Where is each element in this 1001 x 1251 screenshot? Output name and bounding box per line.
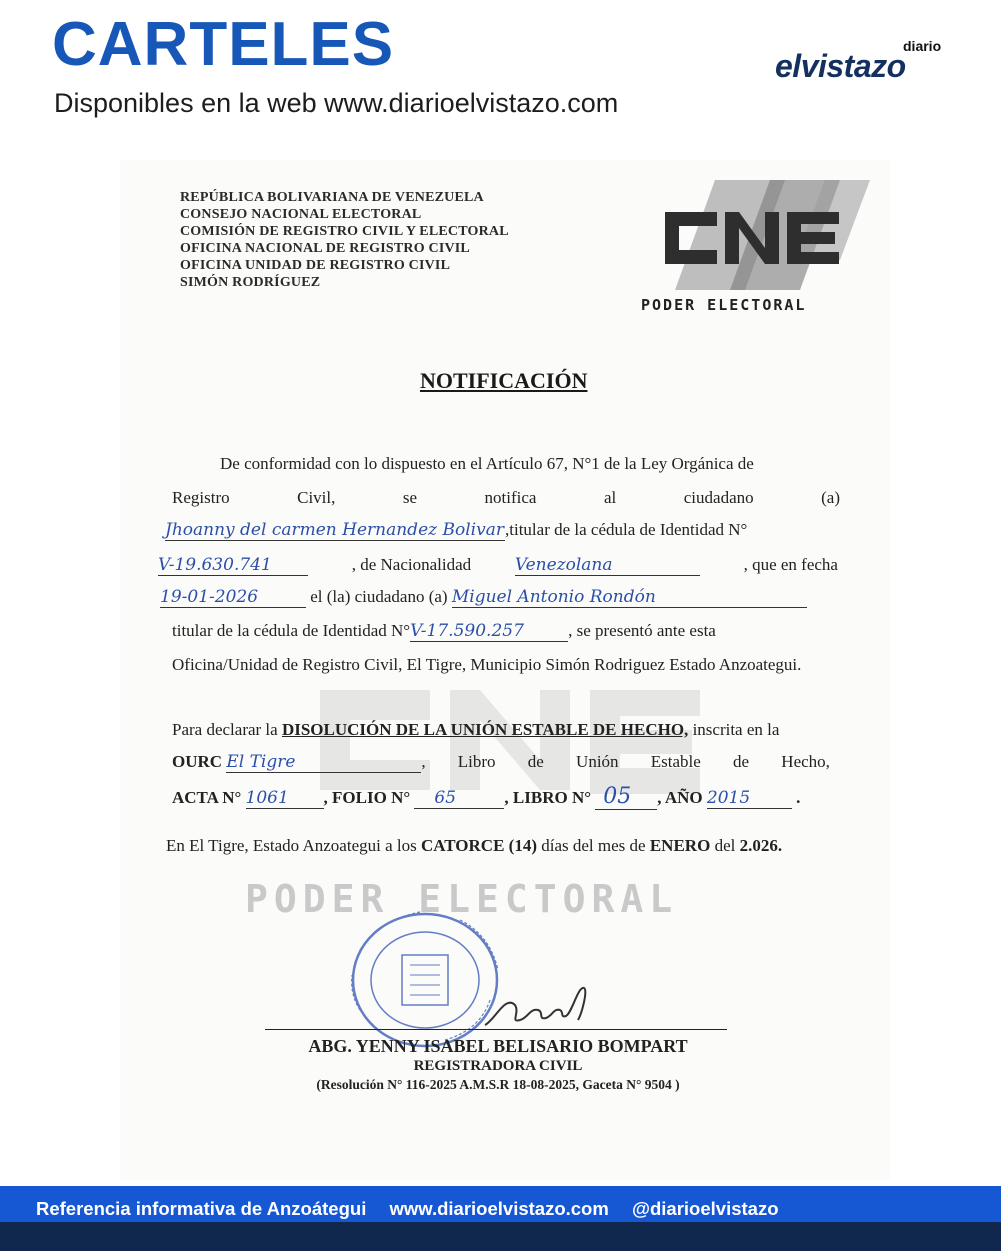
word: de	[733, 752, 750, 771]
body-text: del	[714, 836, 736, 855]
body-text: ,titular de la cédula de Identidad N°	[505, 520, 748, 539]
closing-day: CATORCE (14)	[420, 836, 537, 855]
word: Libro	[457, 752, 496, 771]
banner-title: CARTELES	[52, 10, 395, 79]
libro-value: 05	[603, 784, 632, 809]
declaration-line	[172, 720, 779, 740]
document-title: NOTIFICACIÓN	[420, 368, 588, 393]
signer-resolution: (Resolución N° 116-2025 A.M.S.R 18-08-2025, Gaceta N° 9504 )	[316, 1077, 680, 1092]
footer-social-handle[interactable]: @diarioelvistazo	[631, 1198, 779, 1219]
word: ,	[421, 752, 426, 771]
body-line-6	[172, 621, 716, 642]
body-text: días del mes de	[541, 836, 646, 855]
footer-text	[36, 1198, 797, 1220]
body-text: , que en fecha	[743, 555, 838, 574]
brand-logo-small: diario	[903, 38, 942, 54]
end-mark: .	[796, 788, 801, 807]
citizen-name: Jhoanny del carmen Hernandez Bolivar	[165, 520, 504, 540]
word: Registro	[172, 488, 230, 507]
body-line-3	[165, 520, 747, 541]
body-line-2	[172, 488, 840, 508]
acta-label: ACTA N°	[172, 788, 242, 807]
body-text: , se presentó ante esta	[568, 621, 716, 640]
brand-logo: elvistazo	[775, 48, 906, 84]
signer-name: ABG. YENNY ISABEL BELISARIO BOMPART	[308, 1036, 688, 1056]
other-id: V-17.590.257	[410, 621, 524, 641]
doc-header-line: OFICINA NACIONAL DE REGISTRO CIVIL	[180, 241, 470, 256]
footer-strip	[0, 1222, 1001, 1251]
word: ciudadano	[683, 488, 754, 507]
body-text: , de Nacionalidad	[351, 555, 472, 574]
doc-header-line: REPÚBLICA BOLIVARIANA DE VENEZUELA	[180, 190, 484, 205]
body-text: inscrita en la	[692, 720, 780, 739]
word: al	[603, 488, 617, 507]
declaration-type: DISOLUCIÓN DE LA UNIÓN ESTABLE DE HECHO,	[281, 720, 689, 739]
closing-year: 2.026.	[739, 836, 783, 855]
word: se	[402, 488, 418, 507]
anio-value: 2015	[706, 788, 751, 808]
word: Civil,	[297, 488, 336, 507]
closing-line	[166, 836, 782, 856]
footer-tagline: Referencia informativa de Anzoátegui	[36, 1198, 367, 1219]
watermark-text: PODER ELECTORAL	[245, 877, 679, 921]
word: Hecho,	[781, 752, 830, 771]
doc-header-line: CONSEJO NACIONAL ELECTORAL	[180, 207, 422, 222]
body-line-4	[158, 555, 838, 576]
word: notifica	[484, 488, 537, 507]
anio-label: , AÑO	[657, 788, 703, 807]
acta-value: 1061	[245, 788, 289, 808]
word: Estable	[650, 752, 701, 771]
signature-line	[265, 1029, 727, 1030]
word: de	[527, 752, 544, 771]
ourc-label: OURC	[172, 752, 223, 771]
body-line-7: Oficina/Unidad de Registro Civil, El Tigre, Municipio Simón Rodriguez Estado Anzoategui.	[172, 655, 802, 674]
footer-website-link[interactable]: www.diarioelvistazo.com	[389, 1198, 609, 1219]
cne-logo-caption: PODER ELECTORAL	[641, 296, 807, 314]
folio-value: 65	[434, 788, 457, 808]
body-text: En El Tigre, Estado Anzoategui a los	[166, 836, 417, 855]
doc-header-line: OFICINA UNIDAD DE REGISTRO CIVIL	[180, 258, 451, 273]
acta-line	[172, 784, 800, 810]
body-text: titular de la cédula de Identidad N°	[172, 621, 411, 640]
nationality: Venezolana	[514, 555, 613, 575]
folio-label: , FOLIO N°	[323, 788, 411, 807]
banner-subtitle: Disponibles en la web www.diarioelvistazo.com	[54, 88, 619, 118]
libro-label: , LIBRO N°	[504, 788, 592, 807]
body-text: Para declarar la	[172, 720, 278, 739]
signature-icon	[480, 985, 600, 1035]
ourc-value: El Tigre	[226, 752, 296, 772]
body-text: el (la) ciudadano (a)	[310, 587, 448, 606]
body-line-5	[160, 587, 807, 608]
signer-role: REGISTRADORA CIVIL	[413, 1058, 583, 1074]
other-name: Miguel Antonio Rondón	[451, 587, 656, 607]
citizen-id: V-19.630.741	[158, 555, 272, 575]
doc-header-line: COMISIÓN DE REGISTRO CIVIL Y ELECTORAL	[180, 224, 509, 239]
closing-month: ENERO	[649, 836, 711, 855]
date: 19-01-2026	[160, 587, 259, 607]
word: (a)	[821, 488, 840, 507]
ourc-line	[172, 752, 830, 773]
body-line-1: De conformidad con lo dispuesto en el Artículo 67, N°1 de la Ley Orgánica de	[220, 454, 754, 473]
doc-header-line: SIMÓN RODRÍGUEZ	[180, 275, 321, 290]
word: Unión	[576, 752, 619, 771]
